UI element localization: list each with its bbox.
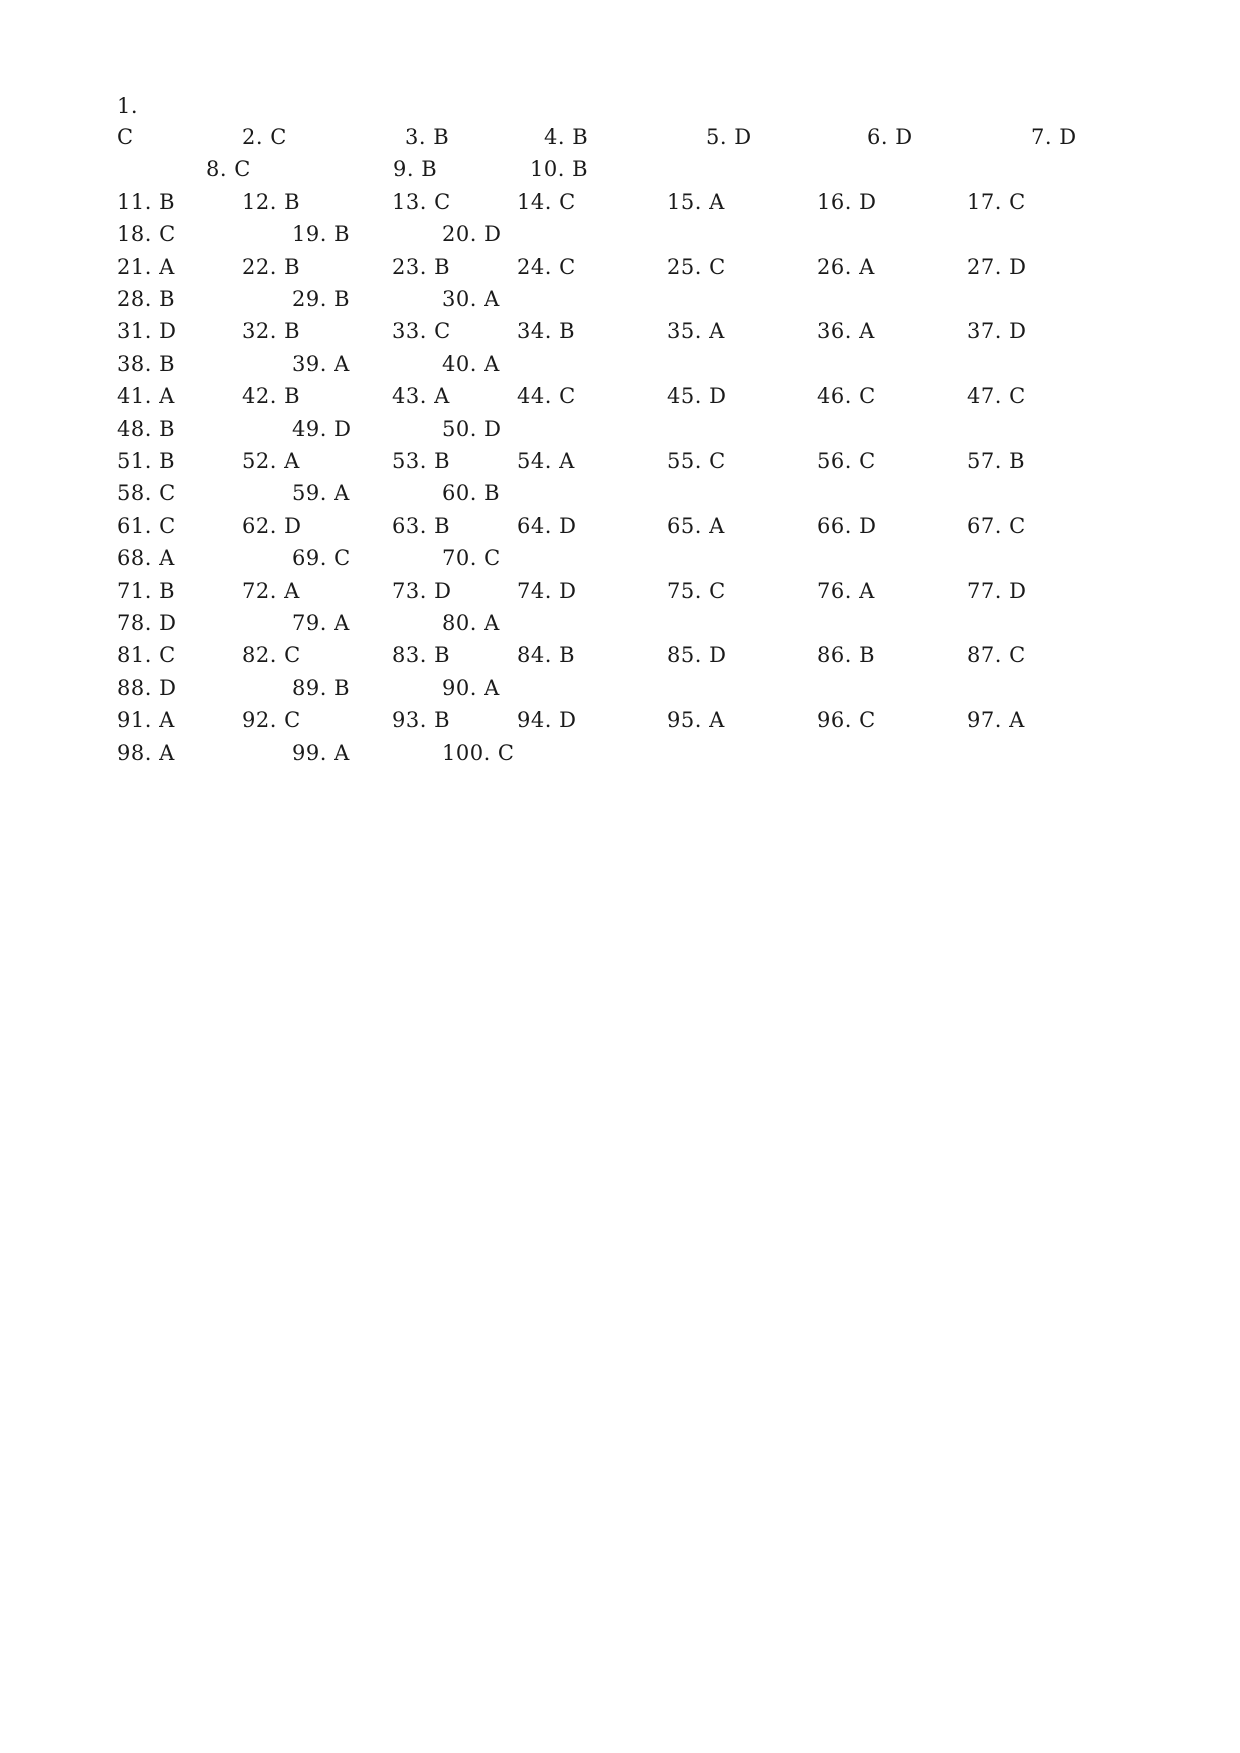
answer-entry: 72. A bbox=[242, 578, 300, 603]
answer-entry: 6. D bbox=[867, 125, 913, 149]
answer-entry: 89. B bbox=[292, 675, 351, 700]
answer-entry: 76. A bbox=[817, 578, 875, 603]
answer-entry: 20. D bbox=[442, 222, 502, 247]
answer-entry: 63. B bbox=[392, 513, 451, 538]
answer-entry: 51. B bbox=[117, 449, 176, 473]
answer-entry: 11. B bbox=[117, 189, 176, 214]
answer-entry: 5. D bbox=[706, 125, 752, 149]
answer-entry: 38. B bbox=[117, 351, 176, 376]
answer-entry: 17. C bbox=[967, 189, 1026, 214]
answer-entry: 15. A bbox=[667, 189, 725, 214]
answer-entry: 54. A bbox=[517, 449, 575, 473]
answer-entry: 36. A bbox=[817, 319, 875, 344]
answer-entry: 40. A bbox=[442, 351, 500, 376]
answer-entry: 32. B bbox=[242, 319, 301, 344]
answer-entry: 75. C bbox=[667, 578, 726, 603]
answer-entry: 3. B bbox=[405, 125, 450, 149]
answer-entry: 50. D bbox=[442, 416, 502, 441]
answer-entry: 53. B bbox=[392, 449, 451, 473]
answer-entry: 37. D bbox=[967, 319, 1027, 344]
answer-entry: 87. C bbox=[967, 643, 1026, 668]
answer-entry: 19. B bbox=[292, 222, 351, 247]
answer-entry: 47. C bbox=[967, 384, 1026, 409]
answer-entry: 13. C bbox=[392, 189, 451, 214]
answer-entry: 67. C bbox=[967, 513, 1026, 538]
answer-entry: 8. C bbox=[206, 157, 251, 182]
answer-entry: 49. D bbox=[292, 416, 352, 441]
answer-entry: 60. B bbox=[442, 481, 501, 506]
answer-entry: 4. B bbox=[544, 125, 589, 149]
answer-entry: 56. C bbox=[817, 449, 876, 473]
answer-entry: 16. D bbox=[817, 189, 877, 214]
answer-entry: 22. B bbox=[242, 254, 301, 279]
answer-entry: 80. A bbox=[442, 611, 500, 635]
answer-entry: 93. B bbox=[392, 708, 451, 733]
answer-entry: 74. D bbox=[517, 578, 577, 603]
answer-entry: 41. A bbox=[117, 384, 175, 409]
answer-entry: 21. A bbox=[117, 254, 175, 279]
answer-entry: 43. A bbox=[392, 384, 450, 409]
answer-entry: 69. C bbox=[292, 546, 351, 571]
answer-entry: 26. A bbox=[817, 254, 875, 279]
answer-entry: 2. C bbox=[242, 125, 287, 149]
answer-entry: 44. C bbox=[517, 384, 576, 409]
answer-entry: 71. B bbox=[117, 578, 176, 603]
answer-entry: 46. C bbox=[817, 384, 876, 409]
answer-entry: 90. A bbox=[442, 675, 500, 700]
answer-entry: 73. D bbox=[392, 578, 452, 603]
answer-entry: 79. A bbox=[292, 611, 350, 635]
answer-entry: 57. B bbox=[967, 449, 1026, 473]
answer-entry: 95. A bbox=[667, 708, 725, 733]
answer-entry: 35. A bbox=[667, 319, 725, 344]
answer-entry: 24. C bbox=[517, 254, 576, 279]
answer-entry: 99. A bbox=[292, 740, 350, 765]
answer-entry: 92. C bbox=[242, 708, 301, 733]
answer-entry: 59. A bbox=[292, 481, 350, 506]
answer-entry: 42. B bbox=[242, 384, 301, 409]
answer-entry: 66. D bbox=[817, 513, 877, 538]
answer-entry: 18. C bbox=[117, 222, 176, 247]
answer-entry: 27. D bbox=[967, 254, 1027, 279]
answer-entry: 62. D bbox=[242, 513, 302, 538]
answer-entry: 33. C bbox=[392, 319, 451, 344]
answer-entry: 45. D bbox=[667, 384, 727, 409]
answer-entry: 34. B bbox=[517, 319, 576, 344]
answer-entry: 88. D bbox=[117, 675, 177, 700]
answer-entry: 25. C bbox=[667, 254, 726, 279]
answer-entry: 91. A bbox=[117, 708, 175, 733]
answer-entry: 86. B bbox=[817, 643, 876, 668]
answer-entry: 77. D bbox=[967, 578, 1027, 603]
answer-number-1: 1. bbox=[117, 94, 139, 118]
answer-entry: 9. B bbox=[393, 157, 438, 182]
answer-entry: 65. A bbox=[667, 513, 725, 538]
answer-entry: 23. B bbox=[392, 254, 451, 279]
answer-entry: 12. B bbox=[242, 189, 301, 214]
answer-entry: 29. B bbox=[292, 287, 351, 311]
answer-entry: 14. C bbox=[517, 189, 576, 214]
answer-entry: 64. D bbox=[517, 513, 577, 538]
answer-entry: 68. A bbox=[117, 546, 175, 571]
answer-entry: 83. B bbox=[392, 643, 451, 668]
answer-entry: 10. B bbox=[530, 157, 589, 182]
answer-entry: 100. C bbox=[442, 740, 515, 765]
answer-entry: 30. A bbox=[442, 287, 500, 311]
answer-entry: 85. D bbox=[667, 643, 727, 668]
answer-entry: 78. D bbox=[117, 611, 177, 635]
answer-entry: 81. C bbox=[117, 643, 176, 668]
answer-entry: C bbox=[117, 125, 134, 149]
answer-entry: 52. A bbox=[242, 449, 300, 473]
answer-entry: 97. A bbox=[967, 708, 1025, 733]
answer-entry: 58. C bbox=[117, 481, 176, 506]
answer-entry: 61. C bbox=[117, 513, 176, 538]
answer-entry: 28. B bbox=[117, 287, 176, 311]
answer-entry: 84. B bbox=[517, 643, 576, 668]
answer-entry: 39. A bbox=[292, 351, 350, 376]
answer-entry: 55. C bbox=[667, 449, 726, 473]
answer-entry: 94. D bbox=[517, 708, 577, 733]
answer-entry: 7. D bbox=[1031, 125, 1077, 149]
answer-entry: 96. C bbox=[817, 708, 876, 733]
answer-entry: 98. A bbox=[117, 740, 175, 765]
answer-entry: 31. D bbox=[117, 319, 177, 344]
answer-entry: 82. C bbox=[242, 643, 301, 668]
answer-entry: 48. B bbox=[117, 416, 176, 441]
answer-entry: 70. C bbox=[442, 546, 501, 571]
